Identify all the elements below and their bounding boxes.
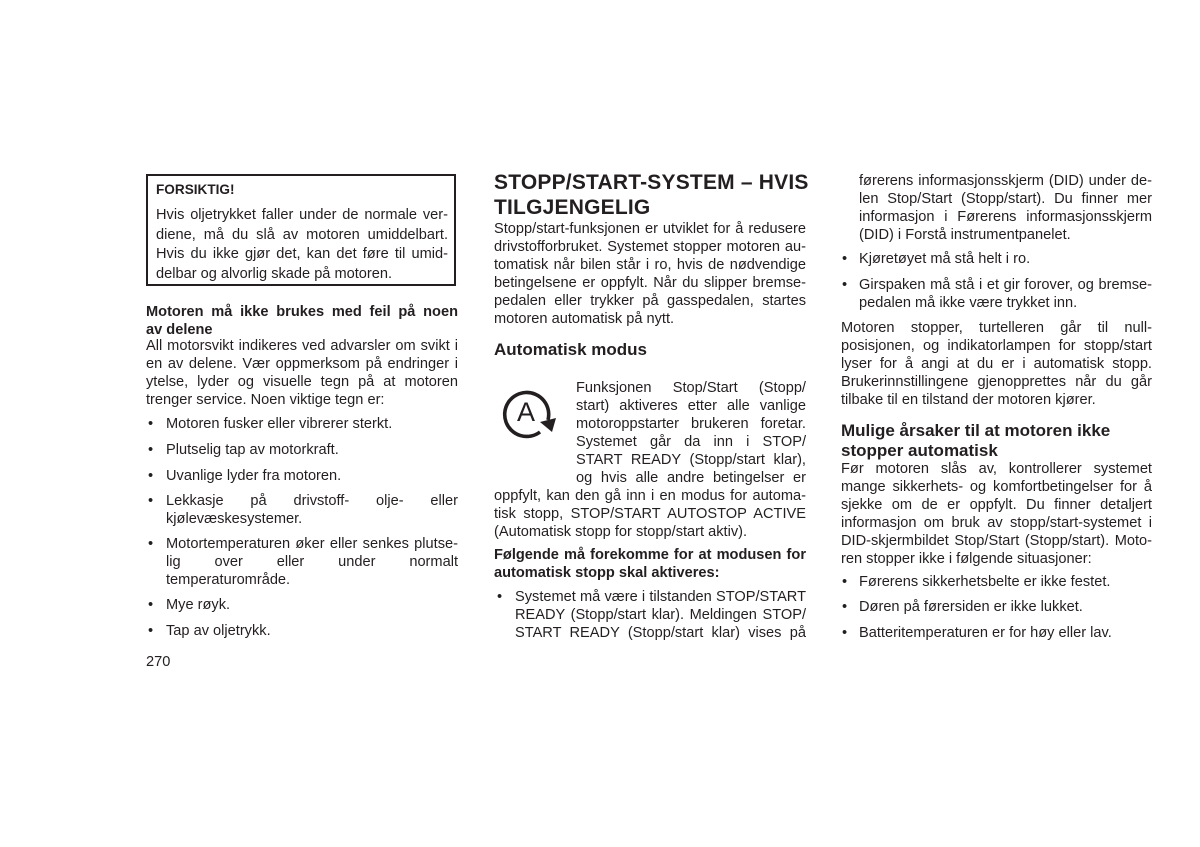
list-item: • Girspaken må stå i et gir forover, og bremse- pedalen må ikke være trykket inn. [842, 277, 1152, 311]
auto-text-wrapped: Funksjonen Stop/Start (Stopp/ start) aktiveres etter alle vanlige motoroppstarter brukeren foretar. Systemet går da inn i STOP/ START READY (Stopp/start klar), og hvis alle andre betingelser er [576, 380, 806, 486]
caution-box [146, 174, 456, 286]
auto-text-full: oppfylt, kan den gå inn i en modus for automa- tisk stopp, STOP/START AUTOSTOP ACTIVE (Automatisk stopp for stopp/start aktiv). [494, 488, 806, 540]
caution-title: FORSIKTIG! [156, 182, 235, 197]
page-title: STOPP/START-SYSTEM – HVIS TILGJENGELIG [494, 171, 809, 219]
left-intro: All motorsvikt indikeres ved advarsler om svikt i en av delene. Vær oppmerksom på endringer i ytelse, lyder og visuelle tegn på at motoren trenger service. Noen viktige tegn er: [146, 338, 458, 408]
right-paragraph-2: Før motoren slås av, kontrollerer systemet mange sikkerhets- og komfortbetingelser for å sjekke om de er oppfylt. Du finner detaljert informasjon om bruk av stopp/start-systemet i DID-skjermbildet Stop/Start (Stopp/start). Moto- ren stopper ikke i følgende situasjoner: [841, 461, 1152, 567]
page-number: 270 [146, 654, 171, 670]
list-item: • Lekkasje på drivstoff- olje- eller kjølevæskesystemer. [148, 493, 458, 527]
section-heading-causes: Mulige årsaker til at motoren ikke stopper automatisk [841, 421, 1111, 460]
middle-intro: Stopp/start-funksjonen er utviklet for å redusere drivstofforbruket. Systemet stopper motoren au- tomatisk når bilen står i ro, hvis de nødvendige betingelsene er oppfylt. Når du slipper bremse- pedalen eller trykker på gasspedalen, startes motoren automatisk på nytt. [494, 221, 806, 327]
right-paragraph: Motoren stopper, turtelleren går til null- posisjonen, og indikatorlampen for stopp/start lyser for å angi at du er i automatisk stopp. Brukerinnstillingene gjenopprettes når du går tilbake til en tilstand der motoren kjører. [841, 320, 1152, 408]
section-heading-automatic: Automatisk modus [494, 340, 648, 359]
conditions-heading: Følgende må forekomme for at modusen for automatisk stopp skal aktiveres: [494, 547, 806, 581]
right-continuation: førerens informasjonsskjerm (DID) under de- len Stop/Start (Stopp/start). Du finner mer informasjon i Førerens informasjonsskjerm (DID) i Forstå instrumentpanelet. [859, 173, 1152, 243]
list-item: • Systemet må være i tilstanden STOP/START READY (Stopp/start klar). Meldingen STOP/ START READY (Stopp/start klar) vises på [497, 589, 806, 641]
list-item: • Motortemperaturen øker eller senkes plutse- lig over eller under normalt temperaturområde. [148, 536, 458, 588]
icon-letter: A [516, 397, 536, 427]
auto-stop-start-icon [496, 384, 564, 446]
left-heading: Motoren må ikke brukes med feil på noen av delene [146, 304, 458, 338]
caution-text: Hvis oljetrykket faller under de normale ver- diene, må du slå av motoren umiddelbart. Hvis du ikke gjør det, kan det føre til umid- delbar og alvorlig skade på motoren. [156, 207, 448, 282]
